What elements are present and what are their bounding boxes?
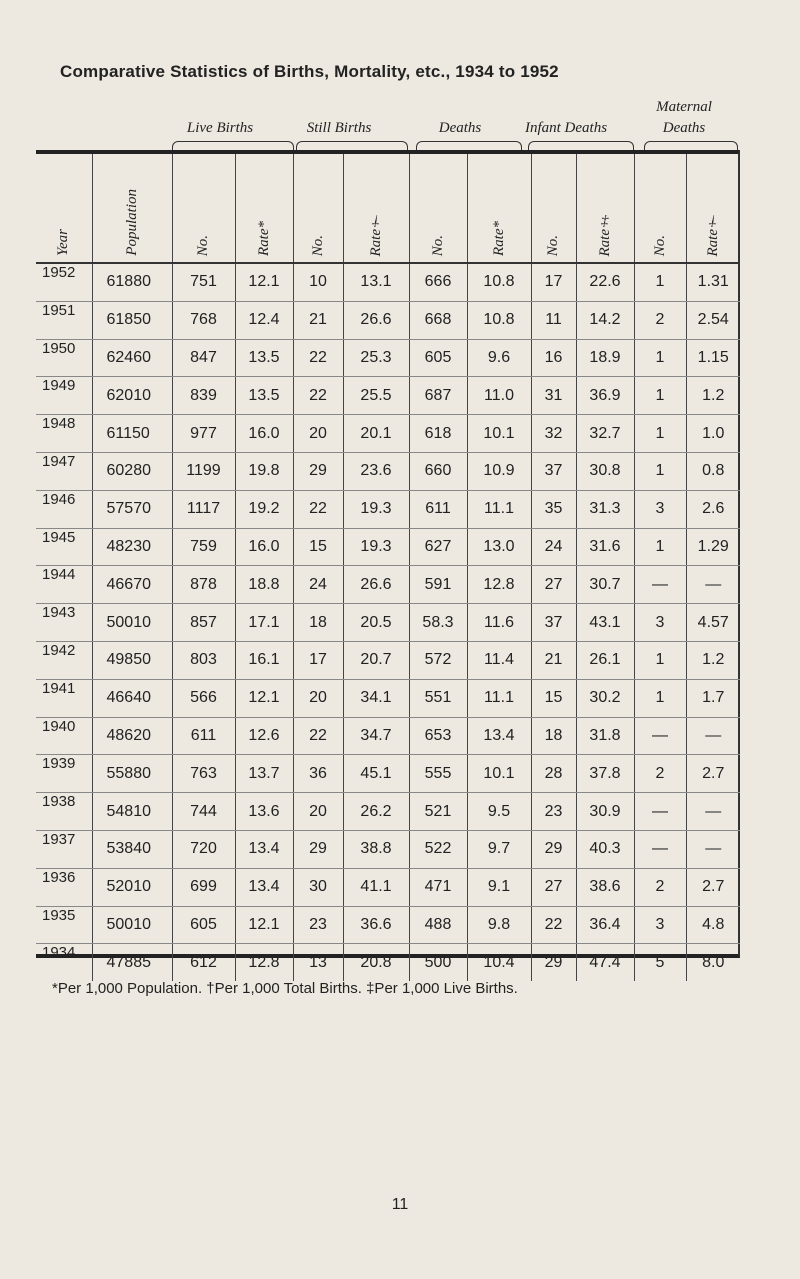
- table-cell: 16.0: [235, 415, 293, 453]
- population-cell: 47885: [92, 944, 172, 981]
- table-cell: —: [686, 717, 740, 755]
- table-cell: 9.6: [467, 339, 531, 377]
- table-cell: 10.9: [467, 452, 531, 490]
- header-maternal-no: No.: [651, 234, 668, 256]
- header-row: [36, 154, 740, 263]
- table-cell: 13.7: [235, 755, 293, 793]
- table-cell: 591: [409, 566, 467, 604]
- table-cell: 2.54: [686, 301, 740, 339]
- table-cell: 11.4: [467, 641, 531, 679]
- table-cell: 2.7: [686, 755, 740, 793]
- table-cell: 22.6: [576, 263, 634, 301]
- table-cell: 37: [531, 604, 576, 642]
- table-cell: 500: [409, 944, 467, 981]
- table-cell: 41.1: [343, 868, 409, 906]
- table-cell: 20: [293, 793, 343, 831]
- table-cell: 30.9: [576, 793, 634, 831]
- group-maternal-deaths-line1: Maternal: [656, 99, 712, 115]
- table-cell: 768: [172, 301, 235, 339]
- table-cell: 18.9: [576, 339, 634, 377]
- group-still-births: Still Births: [306, 120, 372, 136]
- table-row: [36, 755, 740, 793]
- table-cell: 13.0: [467, 528, 531, 566]
- group-deaths: Deaths: [438, 120, 482, 136]
- year-cell: 1946: [36, 490, 92, 528]
- table-cell: 22: [293, 377, 343, 415]
- table-cell: 20.8: [343, 944, 409, 981]
- table-cell: 1.7: [686, 679, 740, 717]
- table-cell: —: [686, 566, 740, 604]
- table-cell: 25.3: [343, 339, 409, 377]
- table-cell: —: [686, 793, 740, 831]
- brace-maternal-deaths: [644, 141, 738, 150]
- table-cell: 653: [409, 717, 467, 755]
- table-cell: 47.4: [576, 944, 634, 981]
- table-cell: 839: [172, 377, 235, 415]
- table-cell: 36.9: [576, 377, 634, 415]
- table-cell: 34.7: [343, 717, 409, 755]
- table-cell: 759: [172, 528, 235, 566]
- year-cell: 1936: [36, 868, 92, 906]
- table-cell: 21: [293, 301, 343, 339]
- table-cell: 803: [172, 641, 235, 679]
- table-cell: 3: [634, 490, 686, 528]
- table-cell: —: [634, 793, 686, 831]
- table-cell: 18.8: [235, 566, 293, 604]
- table-cell: 15: [293, 528, 343, 566]
- table-cell: 38.8: [343, 830, 409, 868]
- table-cell: 22: [293, 717, 343, 755]
- table-cell: 29: [531, 944, 576, 981]
- year-cell: 1944: [36, 566, 92, 604]
- year-cell: 1948: [36, 415, 92, 453]
- population-cell: 62460: [92, 339, 172, 377]
- table-cell: 12.6: [235, 717, 293, 755]
- table-cell: 40.3: [576, 830, 634, 868]
- table-cell: 847: [172, 339, 235, 377]
- table-cell: 27: [531, 566, 576, 604]
- table-cell: 22: [293, 490, 343, 528]
- population-cell: 50010: [92, 604, 172, 642]
- group-infant-deaths: Infant Deaths: [524, 120, 608, 136]
- table-cell: 1.2: [686, 641, 740, 679]
- table-cell: 1.15: [686, 339, 740, 377]
- table-cell: 26.2: [343, 793, 409, 831]
- table-cell: 699: [172, 868, 235, 906]
- table-cell: 5: [634, 944, 686, 981]
- table-cell: 2.6: [686, 490, 740, 528]
- table-cell: 23.6: [343, 452, 409, 490]
- table-cell: —: [634, 830, 686, 868]
- table-cell: 32.7: [576, 415, 634, 453]
- table-cell: 13.4: [235, 830, 293, 868]
- column-group-headers: [0, 0, 800, 160]
- table-cell: 22: [531, 906, 576, 944]
- table-cell: 1: [634, 528, 686, 566]
- table-cell: 19.2: [235, 490, 293, 528]
- year-cell: 1943: [36, 604, 92, 642]
- table-cell: 23: [531, 793, 576, 831]
- year-cell: 1950: [36, 339, 92, 377]
- table-cell: 10.8: [467, 301, 531, 339]
- table-cell: 9.7: [467, 830, 531, 868]
- table-cell: 31.8: [576, 717, 634, 755]
- table-cell: 605: [409, 339, 467, 377]
- table-row: [36, 301, 740, 339]
- population-cell: 52010: [92, 868, 172, 906]
- table-cell: 36.6: [343, 906, 409, 944]
- table-cell: 1: [634, 415, 686, 453]
- population-cell: 60280: [92, 452, 172, 490]
- table-row: [36, 452, 740, 490]
- table-cell: 23: [293, 906, 343, 944]
- year-cell: 1947: [36, 452, 92, 490]
- table-cell: 1: [634, 339, 686, 377]
- table-cell: 10.1: [467, 755, 531, 793]
- col-live-rate: [235, 154, 293, 263]
- table-cell: 763: [172, 755, 235, 793]
- col-still-rate: [343, 154, 409, 263]
- table-cell: 720: [172, 830, 235, 868]
- header-infant-rate: Rate‡: [596, 212, 613, 256]
- table-cell: 13.5: [235, 377, 293, 415]
- col-infant-rate: [576, 154, 634, 263]
- table-row: [36, 490, 740, 528]
- table-cell: 1: [634, 641, 686, 679]
- table-cell: 27: [531, 868, 576, 906]
- header-deaths-no: No.: [429, 234, 446, 256]
- table-cell: 12.8: [467, 566, 531, 604]
- population-cell: 54810: [92, 793, 172, 831]
- table-cell: 12.1: [235, 906, 293, 944]
- brace-deaths: [416, 141, 522, 150]
- table-cell: 35: [531, 490, 576, 528]
- table-cell: 29: [531, 830, 576, 868]
- table-row: [36, 604, 740, 642]
- table-cell: 43.1: [576, 604, 634, 642]
- table-cell: 3: [634, 906, 686, 944]
- table-cell: 16.1: [235, 641, 293, 679]
- table-cell: 30: [293, 868, 343, 906]
- table-cell: 9.5: [467, 793, 531, 831]
- table-cell: 1199: [172, 452, 235, 490]
- table-cell: 28: [531, 755, 576, 793]
- group-maternal-deaths-line2: Deaths: [662, 120, 706, 136]
- table-cell: 668: [409, 301, 467, 339]
- table-cell: —: [634, 717, 686, 755]
- table-cell: 18: [293, 604, 343, 642]
- table-cell: 31: [531, 377, 576, 415]
- table-cell: 29: [293, 830, 343, 868]
- table-cell: 16.0: [235, 528, 293, 566]
- page-number: 11: [391, 1196, 409, 1213]
- table-cell: 11.6: [467, 604, 531, 642]
- table-cell: 1: [634, 377, 686, 415]
- table-cell: 605: [172, 906, 235, 944]
- table-cell: 9.1: [467, 868, 531, 906]
- statistics-table-frame: [36, 150, 740, 971]
- population-cell: 61880: [92, 263, 172, 301]
- table-cell: 1.31: [686, 263, 740, 301]
- table-cell: 2: [634, 868, 686, 906]
- table-cell: 4.57: [686, 604, 740, 642]
- header-live-no: No.: [195, 234, 211, 256]
- table-cell: 2.7: [686, 868, 740, 906]
- header-still-no: No.: [309, 234, 326, 256]
- col-deaths-rate: [467, 154, 531, 263]
- year-cell: 1945: [36, 528, 92, 566]
- table-cell: 551: [409, 679, 467, 717]
- table-row: [36, 415, 740, 453]
- table-cell: 566: [172, 679, 235, 717]
- year-cell: 1941: [36, 679, 92, 717]
- table-cell: 30.7: [576, 566, 634, 604]
- table-cell: 13.5: [235, 339, 293, 377]
- table-cell: 611: [409, 490, 467, 528]
- table-cell: 572: [409, 641, 467, 679]
- table-cell: 21: [531, 641, 576, 679]
- table-cell: 618: [409, 415, 467, 453]
- header-still-rate: Rate†: [367, 212, 384, 256]
- page-title: Comparative Statistics of Births, Mortality, etc., 1934 to 1952: [60, 62, 559, 81]
- table-row: [36, 528, 740, 566]
- table-cell: 20: [293, 415, 343, 453]
- population-cell: 53840: [92, 830, 172, 868]
- table-cell: 20.7: [343, 641, 409, 679]
- col-maternal-rate: [686, 154, 740, 263]
- table-cell: 17: [531, 263, 576, 301]
- table-cell: 857: [172, 604, 235, 642]
- table-cell: 26.6: [343, 301, 409, 339]
- brace-live-births: [172, 141, 294, 150]
- table-row: [36, 906, 740, 944]
- table-row: [36, 377, 740, 415]
- table-cell: 31.3: [576, 490, 634, 528]
- table-cell: —: [634, 566, 686, 604]
- year-cell: 1951: [36, 301, 92, 339]
- table-cell: 612: [172, 944, 235, 981]
- table-cell: 3: [634, 604, 686, 642]
- table-cell: 26.6: [343, 566, 409, 604]
- table-row: [36, 868, 740, 906]
- table-cell: 30.2: [576, 679, 634, 717]
- table-cell: 10.4: [467, 944, 531, 981]
- population-cell: 48230: [92, 528, 172, 566]
- table-cell: 19.3: [343, 528, 409, 566]
- table-cell: 878: [172, 566, 235, 604]
- table-cell: 0.8: [686, 452, 740, 490]
- table-cell: 13.6: [235, 793, 293, 831]
- table-cell: 31.6: [576, 528, 634, 566]
- population-cell: 61850: [92, 301, 172, 339]
- table-cell: 20.5: [343, 604, 409, 642]
- table-cell: 10.1: [467, 415, 531, 453]
- table-cell: 29: [293, 452, 343, 490]
- statistics-table: [36, 154, 740, 981]
- table-cell: 13.4: [235, 868, 293, 906]
- table-cell: 13.4: [467, 717, 531, 755]
- year-cell: 1942: [36, 641, 92, 679]
- header-maternal-rate: Rate†: [704, 212, 721, 256]
- population-cell: 57570: [92, 490, 172, 528]
- table-cell: 12.4: [235, 301, 293, 339]
- population-cell: 61150: [92, 415, 172, 453]
- table-cell: 12.1: [235, 263, 293, 301]
- table-cell: 1.0: [686, 415, 740, 453]
- table-cell: 19.3: [343, 490, 409, 528]
- col-deaths-no: [409, 154, 467, 263]
- year-cell: 1949: [36, 377, 92, 415]
- table-cell: 666: [409, 263, 467, 301]
- table-cell: 11.1: [467, 679, 531, 717]
- table-cell: 24: [293, 566, 343, 604]
- table-row: [36, 679, 740, 717]
- header-year: Year: [55, 229, 72, 256]
- table-row: [36, 641, 740, 679]
- table-cell: 12.8: [235, 944, 293, 981]
- table-row: [36, 830, 740, 868]
- year-cell: 1937: [36, 830, 92, 868]
- table-cell: 25.5: [343, 377, 409, 415]
- table-cell: 1.29: [686, 528, 740, 566]
- table-cell: 1: [634, 452, 686, 490]
- table-row: [36, 944, 740, 981]
- table-cell: 10.8: [467, 263, 531, 301]
- col-maternal-no: [634, 154, 686, 263]
- table-cell: 1117: [172, 490, 235, 528]
- table-cell: 11.0: [467, 377, 531, 415]
- population-cell: 48620: [92, 717, 172, 755]
- table-cell: 17.1: [235, 604, 293, 642]
- header-deaths-rate: Rate*: [490, 221, 507, 256]
- table-cell: 8.0: [686, 944, 740, 981]
- table-cell: 9.8: [467, 906, 531, 944]
- year-cell: 1938: [36, 793, 92, 831]
- table-cell: 34.1: [343, 679, 409, 717]
- table-cell: 11: [531, 301, 576, 339]
- table-cell: 4.8: [686, 906, 740, 944]
- table-cell: 37.8: [576, 755, 634, 793]
- col-still-no: [293, 154, 343, 263]
- table-cell: 26.1: [576, 641, 634, 679]
- table-cell: 1: [634, 263, 686, 301]
- group-live-births: Live Births: [186, 120, 254, 136]
- table-row: [36, 717, 740, 755]
- table-cell: 522: [409, 830, 467, 868]
- table-cell: 627: [409, 528, 467, 566]
- year-cell: 1939: [36, 755, 92, 793]
- header-population: Population: [123, 189, 140, 256]
- table-cell: 24: [531, 528, 576, 566]
- table-cell: 32: [531, 415, 576, 453]
- population-cell: 55880: [92, 755, 172, 793]
- table-row: [36, 339, 740, 377]
- table-cell: 687: [409, 377, 467, 415]
- table-cell: 13.1: [343, 263, 409, 301]
- year-cell: 1952: [36, 263, 92, 301]
- table-cell: 18: [531, 717, 576, 755]
- col-population: [92, 154, 172, 263]
- table-cell: 11.1: [467, 490, 531, 528]
- table-cell: 36: [293, 755, 343, 793]
- table-cell: 555: [409, 755, 467, 793]
- table-cell: 16: [531, 339, 576, 377]
- year-cell: 1934: [42, 944, 76, 962]
- table-row: [36, 263, 740, 301]
- header-live-rate: Rate*: [255, 221, 272, 256]
- population-cell: 49850: [92, 641, 172, 679]
- table-cell: 471: [409, 868, 467, 906]
- col-live-no: [172, 154, 235, 263]
- table-cell: 36.4: [576, 906, 634, 944]
- table-cell: 14.2: [576, 301, 634, 339]
- header-infant-no: No.: [545, 234, 561, 256]
- table-body: [36, 263, 740, 981]
- population-cell: 62010: [92, 377, 172, 415]
- table-cell: 30.8: [576, 452, 634, 490]
- table-cell: 2: [634, 755, 686, 793]
- table-cell: 1: [634, 679, 686, 717]
- table-cell: 17: [293, 641, 343, 679]
- year-cell: 1940: [36, 717, 92, 755]
- table-cell: 15: [531, 679, 576, 717]
- brace-still-births: [296, 141, 408, 150]
- table-cell: 58.3: [409, 604, 467, 642]
- brace-infant-deaths: [528, 141, 634, 150]
- table-cell: 1.2: [686, 377, 740, 415]
- table-cell: 751: [172, 263, 235, 301]
- table-cell: 611: [172, 717, 235, 755]
- table-cell: 20.1: [343, 415, 409, 453]
- table-cell: 744: [172, 793, 235, 831]
- population-cell: 50010: [92, 906, 172, 944]
- table-cell: 20: [293, 679, 343, 717]
- table-cell: 10: [293, 263, 343, 301]
- table-cell: 19.8: [235, 452, 293, 490]
- table-row: [36, 793, 740, 831]
- table-cell: 660: [409, 452, 467, 490]
- footnote: *Per 1,000 Population. †Per 1,000 Total Births. ‡Per 1,000 Live Births.: [52, 980, 518, 997]
- year-cell: 1935: [36, 906, 92, 944]
- table-row: [36, 566, 740, 604]
- table-cell: 45.1: [343, 755, 409, 793]
- table-cell: 22: [293, 339, 343, 377]
- population-cell: 46670: [92, 566, 172, 604]
- table-cell: 521: [409, 793, 467, 831]
- table-cell: 13: [293, 944, 343, 981]
- table-cell: 488: [409, 906, 467, 944]
- table-cell: 977: [172, 415, 235, 453]
- table-cell: 38.6: [576, 868, 634, 906]
- table-cell: 2: [634, 301, 686, 339]
- col-infant-no: [531, 154, 576, 263]
- population-cell: 46640: [92, 679, 172, 717]
- table-cell: —: [686, 830, 740, 868]
- table-cell: 12.1: [235, 679, 293, 717]
- table-cell: 37: [531, 452, 576, 490]
- col-year: [36, 154, 92, 263]
